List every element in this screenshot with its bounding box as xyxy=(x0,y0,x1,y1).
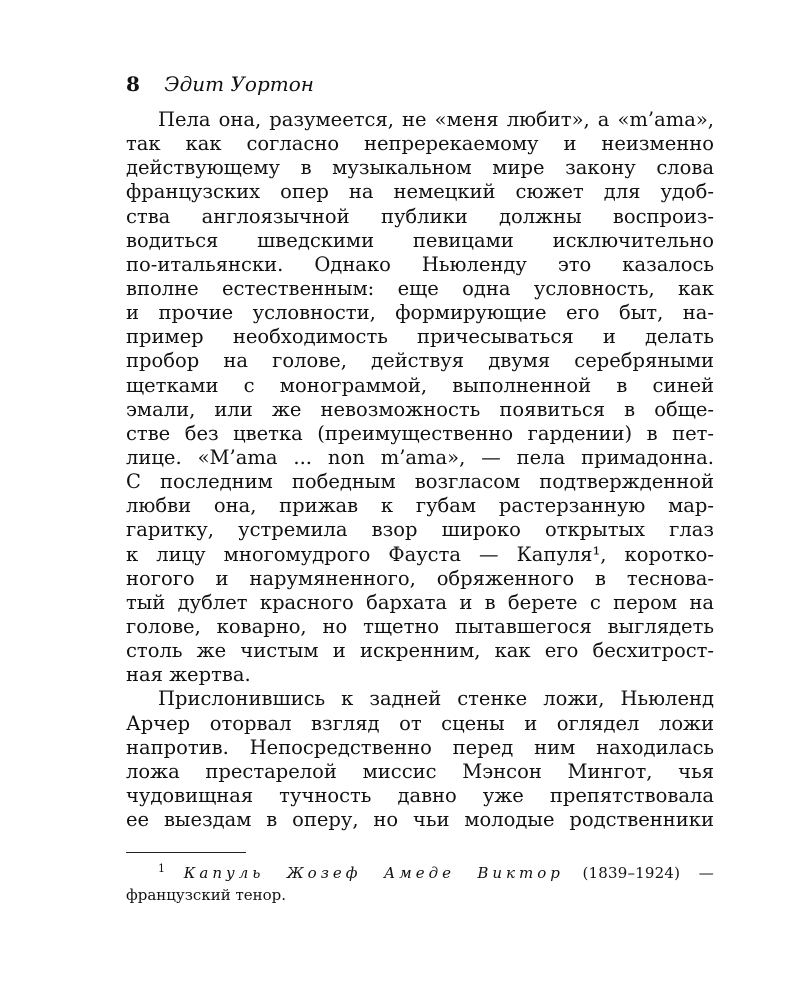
text-line: так как согласно непререкаемому и неизменно xyxy=(126,132,714,156)
page-number: 8 xyxy=(126,72,140,96)
text-line: щетками с монограммой, выполненной в синей xyxy=(126,373,714,397)
text-line: ее выездам в оперу, но чьи молодые родственники xyxy=(126,808,714,832)
text-line: по-итальянски. Однако Ньюленду это казалось xyxy=(126,252,714,276)
text-line: пример необходимость причесываться и делать xyxy=(126,325,714,349)
text-line: стве без цветка (преимущественно гардении) в пет- xyxy=(126,421,714,445)
text-line: Арчер оторвал взгляд от сцены и оглядел ложи xyxy=(126,711,714,735)
running-header xyxy=(126,72,314,96)
text-line: и прочие условности, формирующие его быт, на- xyxy=(126,301,714,325)
footnote-divider xyxy=(126,852,246,853)
text-line: ства англоязычной публики должны воспроиз- xyxy=(126,204,714,228)
text-line: ложа престарелой миссис Мэнсон Мингот, чья xyxy=(126,759,714,783)
text-line: голове, коварно, но тщетно пытавшегося выглядеть xyxy=(126,614,714,638)
text-line: к лицу многомудрого Фауста — Капуля¹, коротко- xyxy=(126,542,714,566)
text-line: пробор на голове, действуя двумя серебряными xyxy=(126,349,714,373)
running-title-author: Эдит Уортон xyxy=(164,72,314,96)
text-line: чудовищная тучность давно уже препятствовала xyxy=(126,783,714,807)
text-line: французских опер на немецкий сюжет для удоб- xyxy=(126,180,714,204)
text-line: ногого и нарумяненного, обряженного в теснова- xyxy=(126,566,714,590)
text-line: тый дублет красного бархата и в берете с пером на xyxy=(126,590,714,614)
footnote-name: Капуль Жозеф Амеде Виктор xyxy=(183,864,564,882)
text-line: напротив. Непосредственно перед ним находилась xyxy=(126,735,714,759)
footnote-line: французский тенор. xyxy=(126,886,287,904)
footnote-line xyxy=(126,862,714,884)
text-line: гаритку, устремила взор широко открытых глаз xyxy=(126,518,714,542)
text-line: столь же чистым и искренним, как его бесхитрост- xyxy=(126,639,714,663)
text-line: лице. «M’ama ... non m’ama», — пела примадонна. xyxy=(126,445,714,469)
text-line: любви она, прижав к губам растерзанную мар- xyxy=(126,494,714,518)
footnote xyxy=(126,862,714,906)
text-line: Пела она, разумеется, не «меня любит», а «m’ama», xyxy=(158,108,714,131)
text-line: Прислонившись к задней стенке ложи, Ньюленд xyxy=(158,687,714,711)
text-line: ная жертва. xyxy=(126,663,251,687)
footnote-marker: 1 xyxy=(158,862,166,875)
text-line: действующему в музыкальном мире закону слова xyxy=(126,156,714,180)
footnote-dates: (1839–1924) — xyxy=(582,864,714,882)
text-line: водиться шведскими певицами исключительно xyxy=(126,228,714,252)
main-text xyxy=(126,108,714,832)
text-line: С последним победным возгласом подтвержденной xyxy=(126,470,714,494)
text-line: эмали, или же невозможность появиться в обще- xyxy=(126,397,714,421)
text-line: вполне естественным: еще одна условность, как xyxy=(126,276,714,300)
